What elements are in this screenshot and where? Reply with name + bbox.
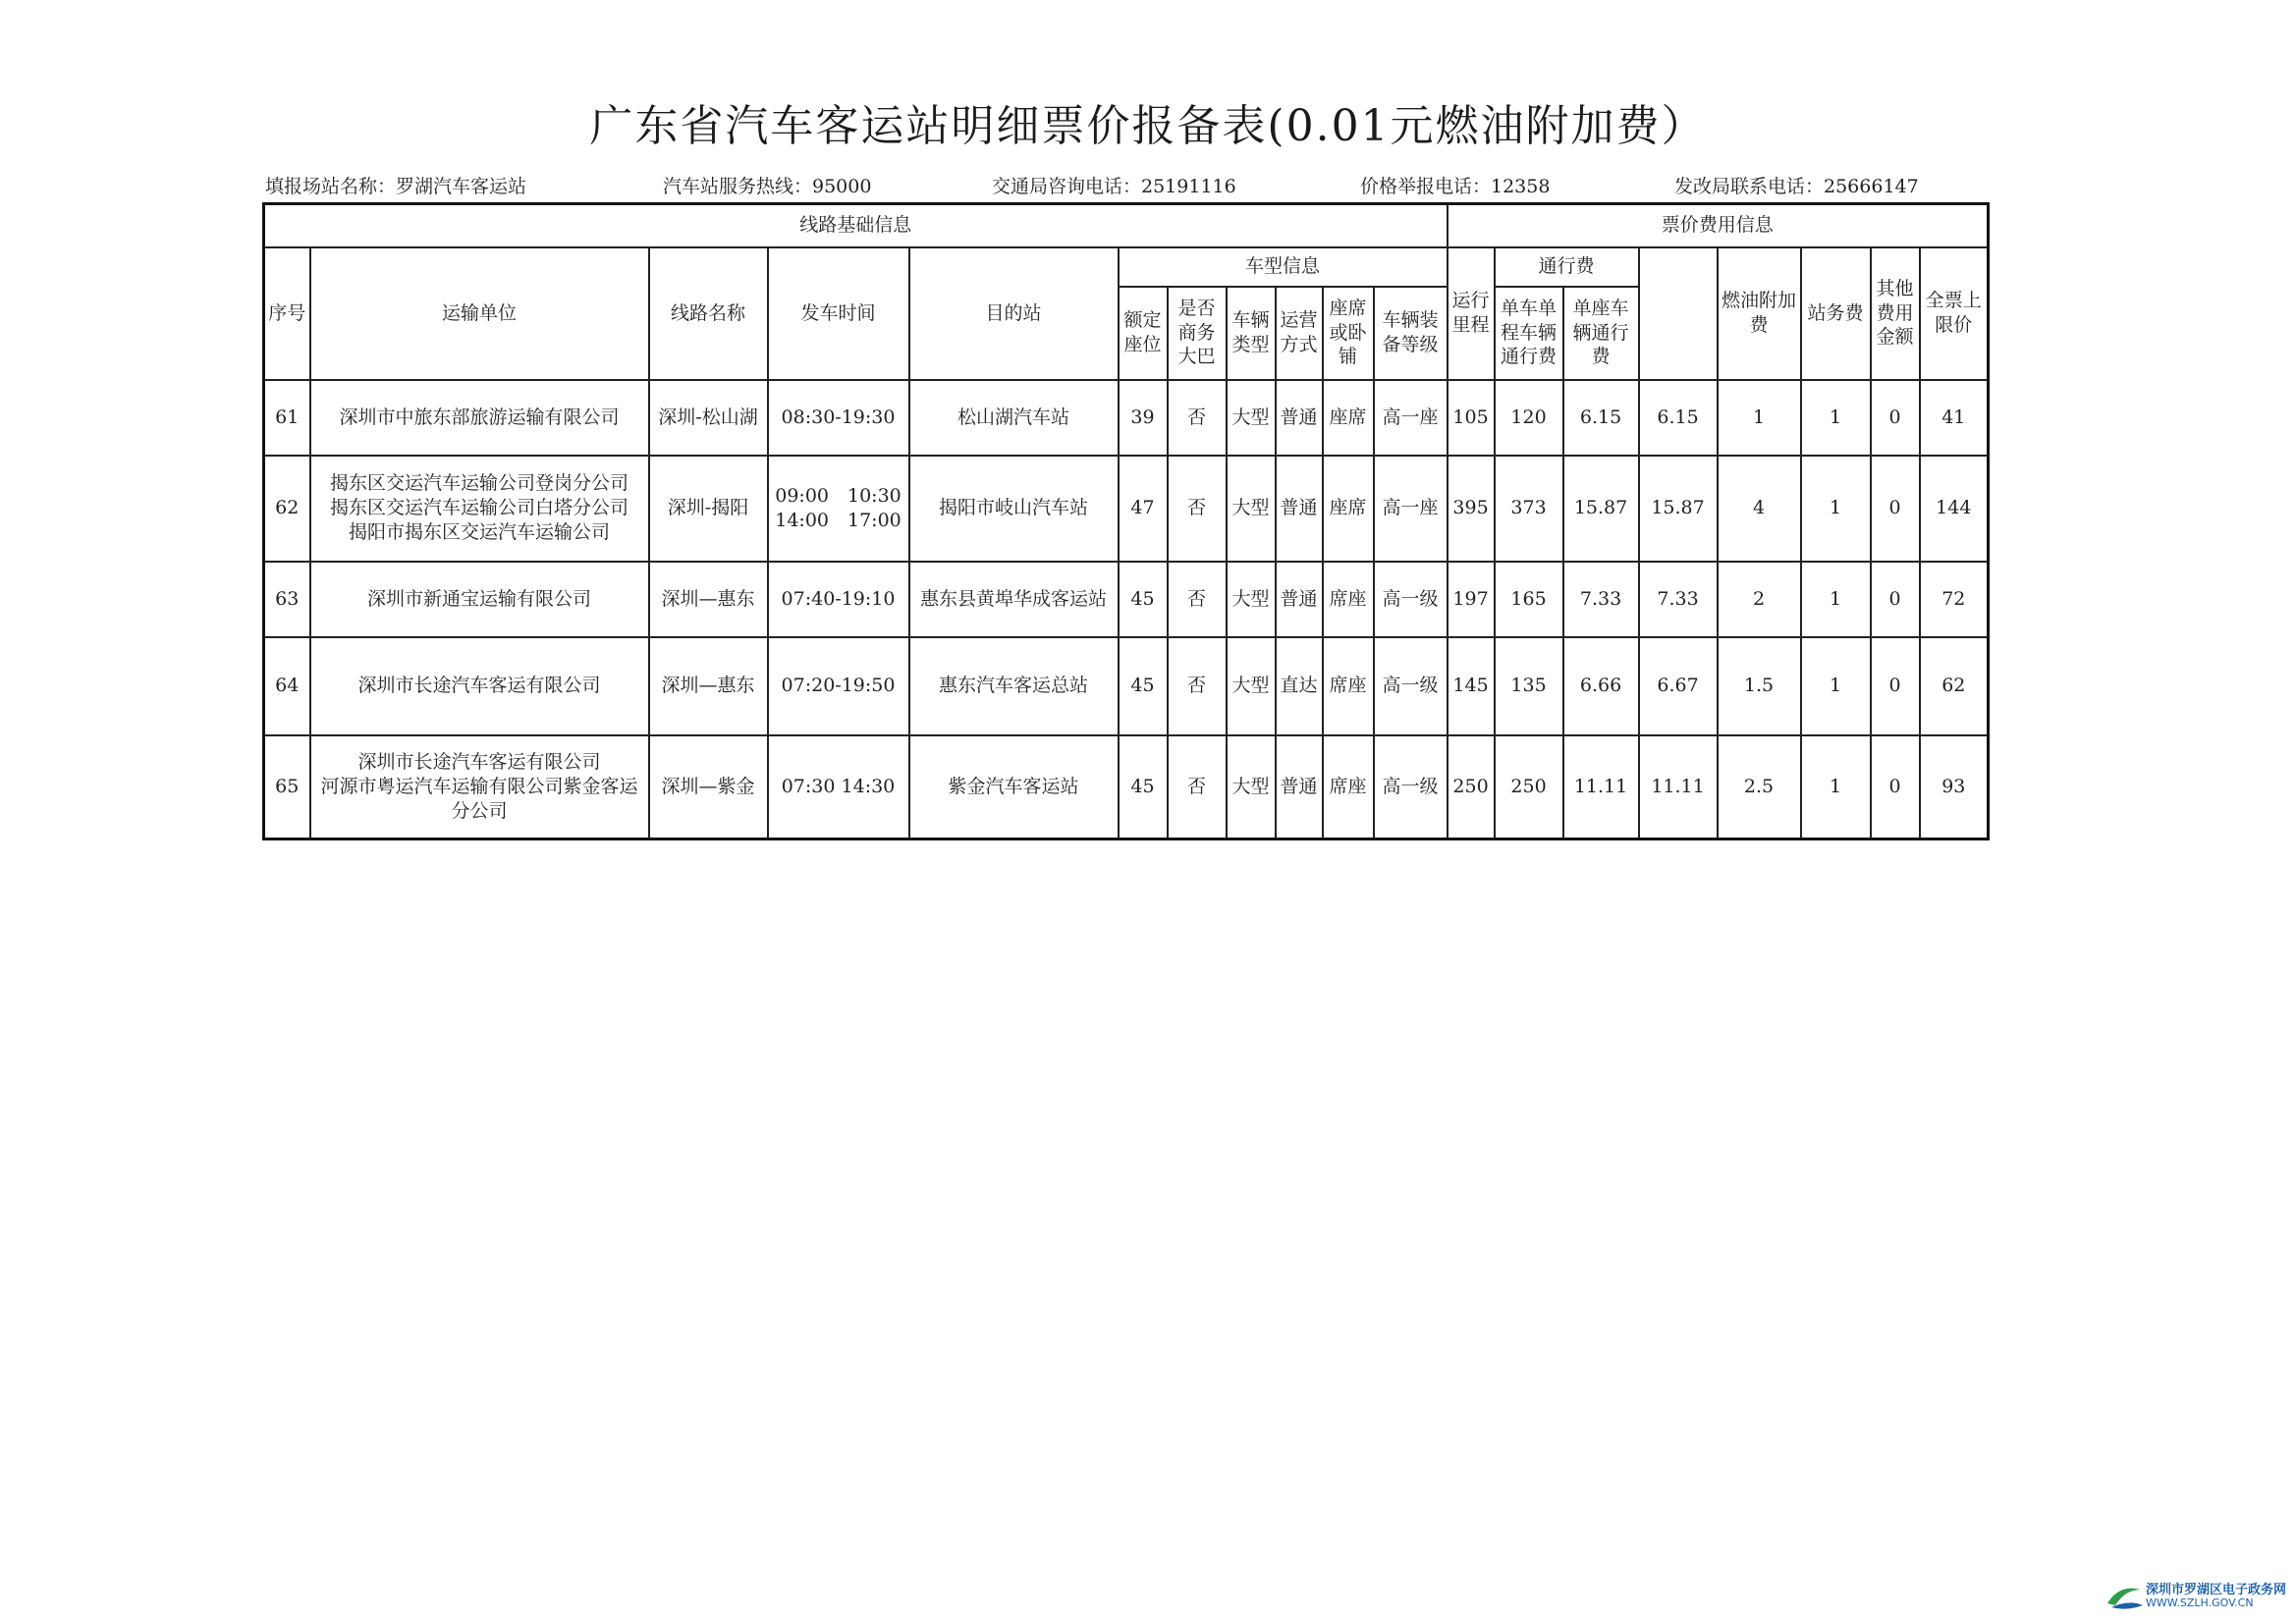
cell-fuel: 1 xyxy=(1718,380,1801,456)
cell-station-fee: 1 xyxy=(1801,637,1871,735)
col-grade: 车辆装备等级 xyxy=(1374,287,1448,380)
cell-line: 深圳市长途汽车客运有限公司 xyxy=(357,751,601,774)
cell-business: 否 xyxy=(1168,380,1227,456)
cell-seats: 45 xyxy=(1119,735,1168,839)
cell-dest: 揭阳市岐山汽车站 xyxy=(909,456,1119,562)
cell-max: 72 xyxy=(1920,562,1989,637)
cell-company xyxy=(310,637,649,735)
cell-seats: 45 xyxy=(1119,637,1168,735)
col-business: 是否商务大巴 xyxy=(1168,287,1227,380)
fare-table xyxy=(262,202,1990,840)
cell-extra: 6.67 xyxy=(1639,637,1718,735)
cell-grade: 高一座 xyxy=(1374,456,1448,562)
cell-seats: 45 xyxy=(1119,562,1168,637)
cell-line: 揭阳市揭东区交运汽车运输公司 xyxy=(348,520,610,543)
col-company: 运输单位 xyxy=(310,247,649,380)
cell-company xyxy=(310,380,649,456)
cell-line: 河源市粤运汽车运输有限公司紫金客运 xyxy=(320,775,638,797)
cell-dest: 惠东县黄埠华成客运站 xyxy=(909,562,1119,637)
cell-depart xyxy=(768,562,909,637)
cell-route: 深圳—惠东 xyxy=(649,562,768,637)
cell-company xyxy=(310,735,649,839)
cell-mode: 普通 xyxy=(1276,380,1323,456)
cell-business: 否 xyxy=(1168,637,1227,735)
col-max: 全票上限价 xyxy=(1920,247,1989,380)
page-title: 广东省汽车客运站明细票价报备表(0.01元燃油附加费） xyxy=(589,101,1707,151)
cell-toll-single: 165 xyxy=(1495,562,1563,637)
cell-route: 深圳-松山湖 xyxy=(649,380,768,456)
cell-depart xyxy=(768,456,909,562)
cell-vtype: 大型 xyxy=(1227,380,1276,456)
cell-toll-seat: 6.15 xyxy=(1563,380,1639,456)
cell-business: 否 xyxy=(1168,562,1227,637)
cell-other: 0 xyxy=(1871,637,1920,735)
col-seq: 序号 xyxy=(264,247,310,380)
cell-toll-seat: 15.87 xyxy=(1563,456,1639,562)
cell-toll-seat: 11.11 xyxy=(1563,735,1639,839)
table-row xyxy=(264,637,1989,735)
cell-max: 144 xyxy=(1920,456,1989,562)
cell-seq: 62 xyxy=(264,456,310,562)
cell-vtype: 大型 xyxy=(1227,735,1276,839)
info-row xyxy=(0,172,2296,201)
cell-seats: 39 xyxy=(1119,380,1168,456)
cell-toll-seat: 6.66 xyxy=(1563,637,1639,735)
cell-line: 07:40-19:10 xyxy=(781,587,896,610)
table-row xyxy=(264,380,1989,456)
col-toll-group: 通行费 xyxy=(1495,247,1639,287)
transport-phone: 交通局咨询电话：25191116 xyxy=(992,176,1236,197)
col-station-fee: 站务费 xyxy=(1801,247,1871,380)
col-fuel: 燃油附加费 xyxy=(1718,247,1801,380)
cell-line: 14:00 17:00 xyxy=(775,509,902,531)
cell-mode: 普通 xyxy=(1276,456,1323,562)
cell-toll-single: 373 xyxy=(1495,456,1563,562)
cell-dest: 惠东汽车客运总站 xyxy=(909,637,1119,735)
cell-toll-single: 135 xyxy=(1495,637,1563,735)
cell-toll-seat: 7.33 xyxy=(1563,562,1639,637)
cell-line: 09:00 10:30 xyxy=(775,484,902,507)
cell-line: 揭东区交运汽车运输公司白塔分公司 xyxy=(329,497,629,519)
cell-fuel: 1.5 xyxy=(1718,637,1801,735)
ndrc-phone: 发改局联系电话：25666147 xyxy=(1674,176,1919,197)
col-toll-single: 单车单程车辆通行费 xyxy=(1495,287,1563,380)
cell-dest: 紫金汽车客运站 xyxy=(909,735,1119,839)
cell-berth: 座席 xyxy=(1323,380,1374,456)
col-other: 其他费用金额 xyxy=(1871,247,1920,380)
group-fare-header: 票价费用信息 xyxy=(1448,204,1989,247)
cell-dest: 松山湖汽车站 xyxy=(909,380,1119,456)
cell-depart xyxy=(768,380,909,456)
table-row xyxy=(264,562,1989,637)
cell-seq: 64 xyxy=(264,637,310,735)
col-berth: 座席或卧铺 xyxy=(1323,287,1374,380)
cell-berth: 席座 xyxy=(1323,735,1374,839)
cell-route: 深圳-揭阳 xyxy=(649,456,768,562)
cell-max: 62 xyxy=(1920,637,1989,735)
cell-seq: 63 xyxy=(264,562,310,637)
cell-mileage: 250 xyxy=(1448,735,1495,839)
col-dest: 目的站 xyxy=(909,247,1119,380)
cell-line: 07:30 14:30 xyxy=(781,775,896,797)
cell-other: 0 xyxy=(1871,456,1920,562)
cell-mode: 直达 xyxy=(1276,637,1323,735)
col-route: 线路名称 xyxy=(649,247,768,380)
cell-station-fee: 1 xyxy=(1801,735,1871,839)
cell-max: 41 xyxy=(1920,380,1989,456)
cell-station-fee: 1 xyxy=(1801,380,1871,456)
watermark-name: 深圳市罗湖区电子政务网 xyxy=(2146,1583,2287,1597)
cell-seats: 47 xyxy=(1119,456,1168,562)
price-phone: 价格举报电话：12358 xyxy=(1360,176,1551,197)
cell-berth: 席座 xyxy=(1323,562,1374,637)
cell-line: 分公司 xyxy=(451,799,508,822)
cell-depart xyxy=(768,637,909,735)
cell-business: 否 xyxy=(1168,735,1227,839)
cell-extra: 7.33 xyxy=(1639,562,1718,637)
cell-station-fee: 1 xyxy=(1801,456,1871,562)
cell-line: 深圳市中旅东部旅游运输有限公司 xyxy=(339,406,620,428)
cell-route: 深圳—紫金 xyxy=(649,735,768,839)
cell-grade: 高一级 xyxy=(1374,562,1448,637)
cell-mileage: 197 xyxy=(1448,562,1495,637)
col-mileage: 运行里程 xyxy=(1448,247,1495,380)
cell-mode: 普通 xyxy=(1276,735,1323,839)
cell-other: 0 xyxy=(1871,562,1920,637)
station-hotline: 汽车站服务热线：95000 xyxy=(663,176,872,197)
cell-mileage: 145 xyxy=(1448,637,1495,735)
col-vtype: 车辆类型 xyxy=(1227,287,1276,380)
col-toll-seat: 单座车辆通行费 xyxy=(1563,287,1639,380)
cell-fuel: 2 xyxy=(1718,562,1801,637)
watermark-url: WWW.SZLH.GOV.CN xyxy=(2146,1596,2254,1609)
cell-company xyxy=(310,456,649,562)
cell-extra: 6.15 xyxy=(1639,380,1718,456)
cell-company xyxy=(310,562,649,637)
cell-line: 07:20-19:50 xyxy=(781,675,896,697)
cell-vtype: 大型 xyxy=(1227,456,1276,562)
group-route-header: 线路基础信息 xyxy=(264,204,1448,247)
cell-fuel: 2.5 xyxy=(1718,735,1801,839)
cell-toll-single: 250 xyxy=(1495,735,1563,839)
cell-mode: 普通 xyxy=(1276,562,1323,637)
col-vehicle-group: 车型信息 xyxy=(1119,247,1448,287)
cell-business: 否 xyxy=(1168,456,1227,562)
cell-extra: 11.11 xyxy=(1639,735,1718,839)
cell-vtype: 大型 xyxy=(1227,562,1276,637)
cell-fuel: 4 xyxy=(1718,456,1801,562)
cell-grade: 高一座 xyxy=(1374,380,1448,456)
cell-line: 08:30-19:30 xyxy=(781,406,896,428)
cell-line: 揭东区交运汽车运输公司登岗分公司 xyxy=(329,472,629,495)
station-name: 填报场站名称：罗湖汽车客运站 xyxy=(265,176,527,197)
cell-seq: 61 xyxy=(264,380,310,456)
cell-line: 深圳市新通宝运输有限公司 xyxy=(366,587,591,610)
table-row xyxy=(264,456,1989,562)
cell-max: 93 xyxy=(1920,735,1989,839)
cell-route: 深圳—惠东 xyxy=(649,637,768,735)
col-extra xyxy=(1639,247,1718,380)
cell-berth: 座席 xyxy=(1323,456,1374,562)
col-seats: 额定座位 xyxy=(1119,287,1168,380)
cell-mileage: 395 xyxy=(1448,456,1495,562)
cell-seq: 65 xyxy=(264,735,310,839)
table-row xyxy=(264,735,1989,839)
col-mode: 运营方式 xyxy=(1276,287,1323,380)
cell-other: 0 xyxy=(1871,735,1920,839)
cell-station-fee: 1 xyxy=(1801,562,1871,637)
cell-berth: 席座 xyxy=(1323,637,1374,735)
cell-other: 0 xyxy=(1871,380,1920,456)
cell-grade: 高一级 xyxy=(1374,637,1448,735)
col-depart: 发车时间 xyxy=(768,247,909,380)
cell-vtype: 大型 xyxy=(1227,637,1276,735)
cell-grade: 高一级 xyxy=(1374,735,1448,839)
cell-extra: 15.87 xyxy=(1639,456,1718,562)
cell-mileage: 105 xyxy=(1448,380,1495,456)
cell-line: 深圳市长途汽车客运有限公司 xyxy=(357,675,601,697)
cell-depart xyxy=(768,735,909,839)
cell-toll-single: 120 xyxy=(1495,380,1563,456)
